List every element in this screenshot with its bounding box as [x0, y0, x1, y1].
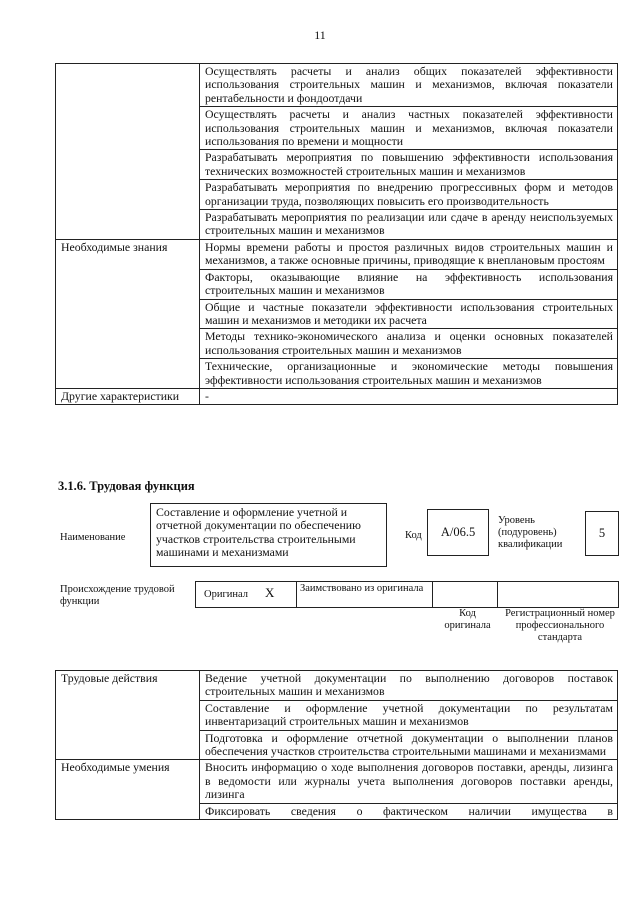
row-text: Осуществлять расчеты и анализ общих показателей эффективности использования строительных машин и механизмов, включая показатели рентабельности и фондоотдачи: [200, 64, 618, 107]
skills-knowledge-table: [55, 63, 618, 405]
row-text: Разрабатывать мероприятия по реализации или сдаче в аренду неиспользуемых строительных машин и механизмов: [200, 210, 618, 240]
row-text: Осуществлять расчеты и анализ частных показателей эффективности использования строительных машин и механизмов, включая показатели использования по времени и мощности: [200, 107, 618, 150]
name-label: Наименование: [60, 532, 126, 543]
origin-label: Происхождение трудовой функции: [60, 584, 175, 607]
row-label: Трудовые действия: [56, 671, 200, 760]
row-text: Факторы, оказывающие влияние на эффективность использования строительных машин и механизмов: [200, 269, 618, 299]
row-text: Методы технико-экономического анализа и оценки основных показателей использования строительных машин и механизмов: [200, 329, 618, 359]
row-label: Другие характеристики: [56, 388, 200, 404]
labor-actions-table: [55, 670, 618, 820]
row-text: Вносить информацию о ходе выполнения договоров поставки, аренды, лизинга в ведомости или журналы учета выполнения договоров поставки аренды, лизинга: [200, 760, 618, 803]
original-mark: X: [265, 585, 275, 600]
level-box: [585, 511, 619, 556]
row-text: Нормы времени работы и простоя различных видов строительных машин и механизмов, а также основные причины, приводящие к внеплановым простоям: [200, 239, 618, 269]
table-row: [56, 671, 618, 701]
code-original-caption: Код оригинала: [444, 608, 491, 631]
table-row: [56, 388, 618, 404]
row-text: Разрабатывать мероприятия по внедрению прогрессивных форм и методов организации труда, позволяющих повысить его производительность: [200, 180, 618, 210]
name-value-box: [150, 503, 387, 567]
section-heading: 3.1.6. Трудовая функция: [58, 479, 195, 493]
row-text: -: [200, 388, 618, 404]
row-text: Подготовка и оформление отчетной документации о выполнении планов обеспечения участков строительства строительными машинами и механизмами: [200, 730, 618, 760]
row-text: Общие и частные показатели эффективности использования строительных машин и механизмов и методики их расчета: [200, 299, 618, 329]
code-label: Код: [405, 530, 422, 541]
row-label: [56, 64, 200, 240]
original-label: Оригинал: [204, 589, 248, 600]
row-label: Необходимые знания: [56, 239, 200, 388]
code-box: [427, 509, 489, 556]
row-text: Разрабатывать мероприятия по повышению эффективности использования технических возможностей строительных машин и механизмов: [200, 150, 618, 180]
reg-number-caption: Регистрационный номер профессионального стандарта: [505, 608, 615, 643]
name-value: Составление и оформление учетной и отчетной документации по обеспечению участков строительства строительными машинами и механизмами: [156, 505, 361, 560]
code-value: А/06.5: [440, 525, 476, 539]
row-text: Составление и оформление учетной документации по результатам инвентаризаций строительных машин и механизмов: [200, 700, 618, 730]
divider: [432, 581, 433, 607]
table-row: [56, 64, 618, 107]
level-value: 5: [598, 526, 606, 540]
row-text: Фиксировать сведения о фактическом наличии имущества в: [200, 803, 618, 819]
divider: [296, 581, 297, 607]
row-text: Ведение учетной документации по выполнению договоров поставок строительных машин и механизмов: [200, 671, 618, 701]
page-number: 11: [314, 28, 326, 42]
borrowed-label: Заимствовано из оригинала: [300, 583, 424, 594]
table-row: [56, 239, 618, 269]
row-text: Технические, организационные и экономические методы повышения эффективности использования строительных машин и механизмов: [200, 359, 618, 389]
row-label: Необходимые умения: [56, 760, 200, 820]
divider: [497, 581, 498, 607]
table-row: [56, 760, 618, 803]
level-label: Уровень (подуровень) квалификации: [498, 515, 563, 550]
